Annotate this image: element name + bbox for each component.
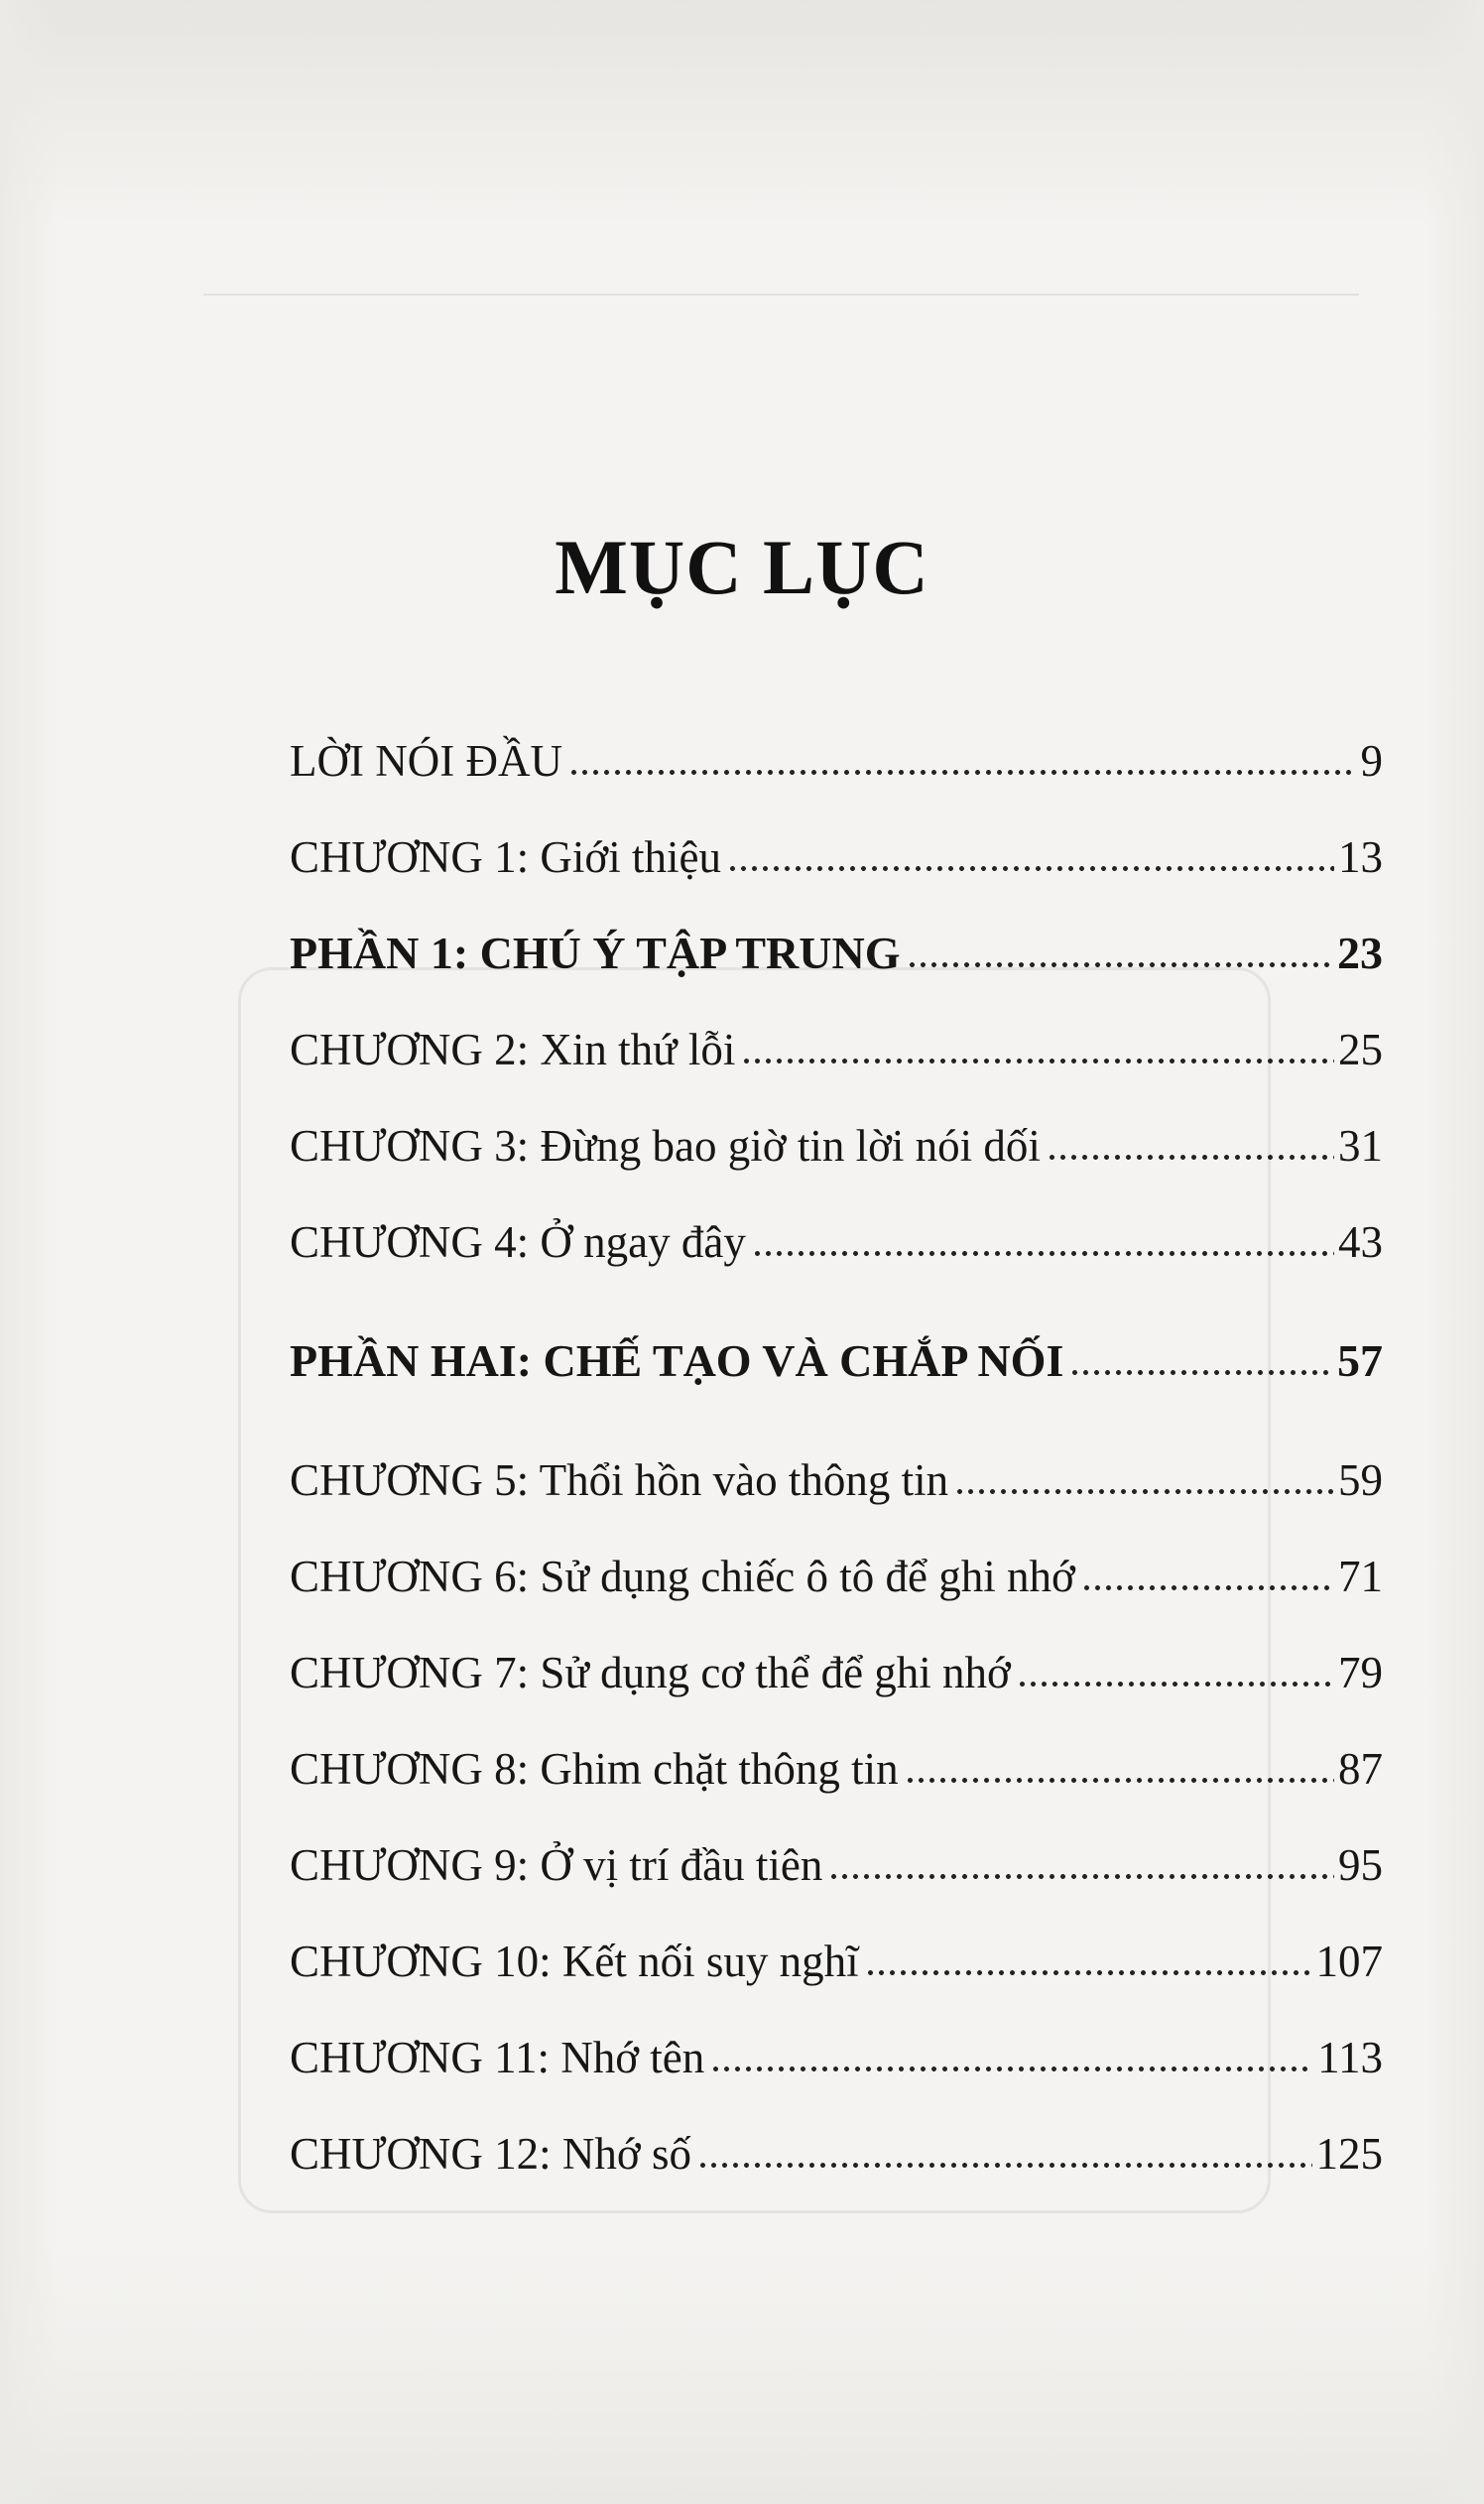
- dot-leader: [828, 1872, 1334, 1881]
- toc-entry: [290, 694, 1383, 791]
- dot-leader: [1017, 1680, 1334, 1689]
- toc-part-entry: [290, 887, 1383, 983]
- toc-entry: [290, 1079, 1383, 1176]
- toc-entry-label: PHẦN 1: CHÚ Ý TẬP TRUNG: [290, 928, 901, 978]
- toc-entry-label: CHƯƠNG 12: Nhớ số: [290, 2129, 691, 2179]
- toc-entry: [290, 1176, 1383, 1272]
- dot-leader: [907, 960, 1334, 969]
- toc-list: [290, 694, 1383, 2184]
- toc-entry-page: 87: [1338, 1744, 1383, 1794]
- toc-entry-page: 59: [1338, 1455, 1383, 1505]
- toc-entry-page: 79: [1338, 1648, 1383, 1697]
- toc-entry: [290, 1606, 1383, 1702]
- toc-entry-page: 71: [1338, 1552, 1383, 1601]
- toc-entry-page: 43: [1338, 1217, 1383, 1267]
- dot-leader: [954, 1487, 1334, 1496]
- toc-entry-label: CHƯƠNG 9: Ở vị trí đầu tiên: [290, 1840, 823, 1890]
- toc-entry-label: CHƯƠNG 10: Kết nối suy nghĩ: [290, 1937, 859, 1986]
- scan-shadow-left: [0, 0, 60, 2504]
- toc-entry: [290, 1991, 1383, 2087]
- dot-leader: [697, 2161, 1312, 2170]
- toc-entry: [290, 2087, 1383, 2184]
- toc-part-entry: [290, 1272, 1383, 1391]
- toc-entry: [290, 1702, 1383, 1799]
- scan-shadow-bottom: [0, 2242, 1484, 2504]
- dot-leader: [1081, 1583, 1334, 1592]
- toc-entry-label: CHƯƠNG 1: Giới thiệu: [290, 832, 721, 882]
- toc-entry-label: CHƯƠNG 4: Ở ngay đây: [290, 1217, 746, 1267]
- toc-entry-label: CHƯƠNG 5: Thổi hồn vào thông tin: [290, 1455, 949, 1505]
- dot-leader: [727, 864, 1334, 873]
- toc-entry-page: 125: [1315, 2129, 1383, 2179]
- toc-entry-label: CHƯƠNG 6: Sử dụng chiếc ô tô để ghi nhớ: [290, 1552, 1075, 1601]
- toc-entry-label: CHƯƠNG 7: Sử dụng cơ thể để ghi nhớ: [290, 1648, 1011, 1697]
- toc-entry: [290, 791, 1383, 887]
- dot-leader: [1069, 1368, 1333, 1377]
- toc-entry-label: CHƯƠNG 3: Đừng bao giờ tin lời nói dối: [290, 1121, 1041, 1171]
- toc-entry: [290, 1895, 1383, 1991]
- toc-entry-label: CHƯƠNG 2: Xin thứ lỗi: [290, 1025, 736, 1074]
- show-through-rule: [203, 294, 1359, 296]
- dot-leader: [741, 1057, 1334, 1065]
- toc-entry-page: 25: [1338, 1025, 1383, 1074]
- toc-entry-label: CHƯƠNG 11: Nhớ tên: [290, 2033, 705, 2082]
- page-title: MỤC LỤC: [555, 524, 929, 611]
- scan-shadow-top: [0, 0, 1484, 228]
- scan-shadow-right: [1424, 0, 1484, 2504]
- dot-leader: [752, 1249, 1334, 1258]
- dot-leader: [710, 2065, 1313, 2073]
- dot-leader: [905, 1776, 1334, 1785]
- toc-entry-label: PHẦN HAI: CHẾ TẠO VÀ CHẮP NỐI: [290, 1335, 1064, 1386]
- toc-entry-page: 9: [1360, 736, 1383, 786]
- toc-entry: [290, 983, 1383, 1079]
- toc-entry: [290, 1799, 1383, 1895]
- toc-entry-page: 57: [1337, 1335, 1383, 1386]
- toc-entry-label: CHƯƠNG 8: Ghim chặt thông tin: [290, 1744, 899, 1794]
- dot-leader: [865, 1968, 1312, 1977]
- toc-entry-page: 113: [1317, 2033, 1383, 2082]
- toc-entry-page: 95: [1338, 1840, 1383, 1890]
- toc-entry-label: LỜI NÓI ĐẦU: [290, 736, 562, 786]
- toc-entry-page: 107: [1315, 1937, 1383, 1986]
- toc-entry: [290, 1391, 1383, 1510]
- toc-entry-page: 13: [1338, 832, 1383, 882]
- dot-leader: [568, 768, 1357, 777]
- toc-entry: [290, 1510, 1383, 1606]
- toc-entry-page: 23: [1337, 928, 1383, 978]
- toc-entry-page: 31: [1338, 1121, 1383, 1171]
- dot-leader: [1047, 1153, 1334, 1162]
